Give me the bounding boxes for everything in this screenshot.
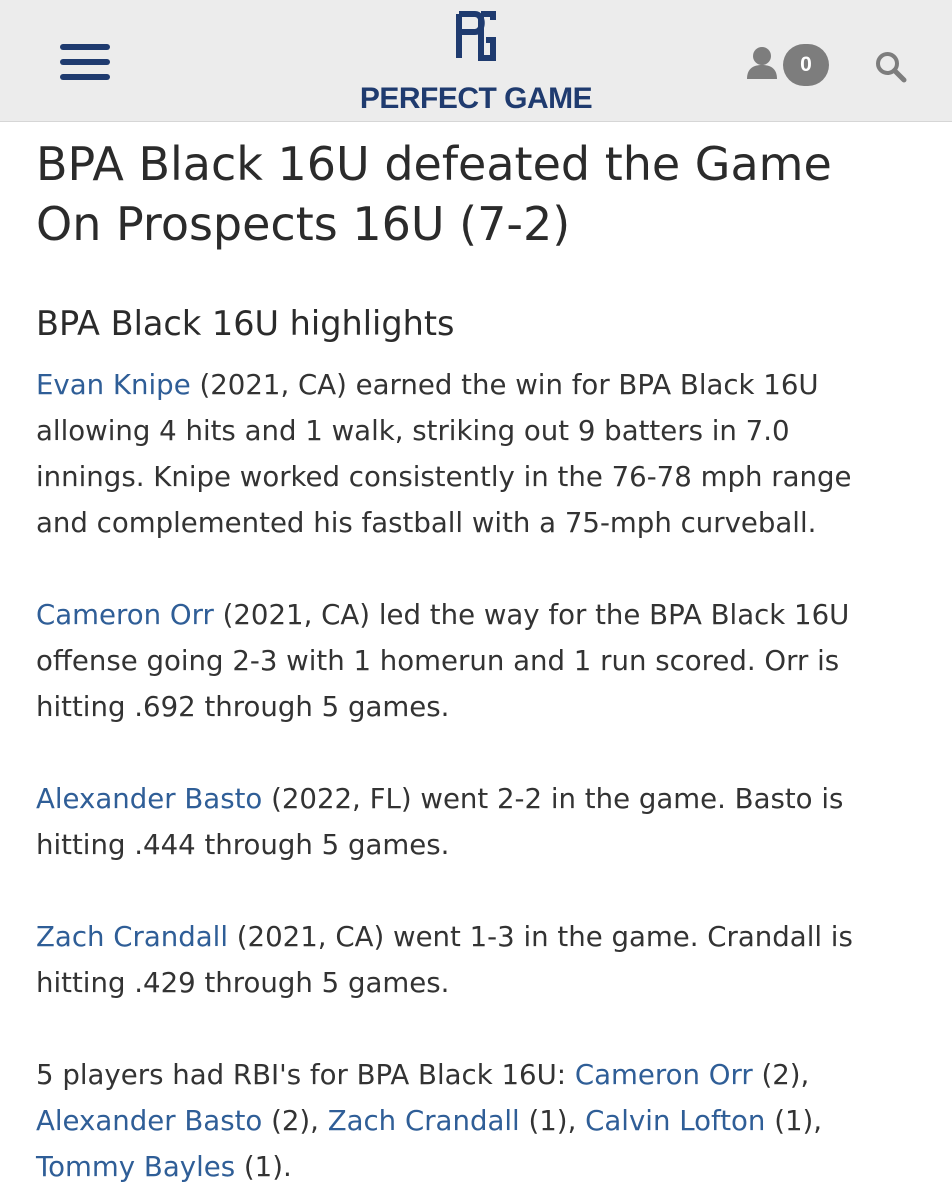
rbi-link-zach-crandall[interactable]: Zach Crandall [327,1104,520,1137]
paragraph-text: (2021, CA) went 1-3 in the game. Crandall is [228,920,853,953]
player-link-zach-crandall[interactable]: Zach Crandall [36,920,229,953]
player-link-evan-knipe[interactable]: Evan Knipe [36,368,191,401]
site-header [0,0,952,122]
logo-text: PERFECT GAME [359,82,593,115]
paragraph-text: hitting .692 through 5 games. [36,690,450,723]
paragraph-text: and complemented his fastball with a 75-mph curveball. [36,506,817,539]
paragraph-text: 5 players had RBI's for BPA Black 16U: [36,1058,575,1091]
rbi-link-cameron-orr[interactable]: Cameron Orr [574,1058,753,1091]
rbi-link-tommy-bayles[interactable]: Tommy Bayles [36,1150,236,1183]
page-title [36,134,936,254]
rbi-count: (2), [262,1104,328,1137]
rbi-count: (1), [765,1104,823,1137]
perfect-game-logo[interactable] [352,10,600,116]
menu-bar [60,74,110,80]
paragraph-text: (2022, FL) went 2-2 in the game. Basto is [262,782,844,815]
title-line: BPA Black 16U defeated the Game [36,137,832,191]
player-paragraph-knipe [36,362,936,546]
section-heading: BPA Black 16U highlights [36,304,455,343]
menu-bar [60,59,110,65]
paragraph-text: (2021, CA) earned the win for BPA Black 16U [190,368,819,401]
cart-count-badge[interactable]: 0 [783,44,829,86]
rbi-link-alexander-basto[interactable]: Alexander Basto [36,1104,263,1137]
paragraph-text: hitting .429 through 5 games. [36,966,450,999]
player-paragraph-crandall [36,914,936,1006]
rbi-paragraph [36,1052,936,1190]
rbi-link-calvin-lofton[interactable]: Calvin Lofton [585,1104,766,1137]
player-link-cameron-orr[interactable]: Cameron Orr [36,598,214,631]
rbi-count: (2), [752,1058,810,1091]
player-paragraph-basto [36,776,936,868]
title-line: On Prospects 16U (7-2) [36,197,571,251]
player-link-alexander-basto[interactable]: Alexander Basto [36,782,263,815]
paragraph-text: offense going 2-3 with 1 homerun and 1 run scored. Orr is [36,644,840,677]
paragraph-text: (2021, CA) led the way for the BPA Black 16U [213,598,850,631]
paragraph-text: allowing 4 hits and 1 walk, striking out 9 batters in 7.0 [36,414,790,447]
player-paragraph-orr [36,592,936,730]
user-icon[interactable] [746,46,778,80]
rbi-count: (1), [519,1104,586,1137]
pg-logo-icon [453,10,499,62]
rbi-count: (1). [235,1150,292,1183]
menu-icon[interactable] [60,44,110,80]
search-icon[interactable] [875,51,907,83]
paragraph-text: hitting .444 through 5 games. [36,828,450,861]
paragraph-text: innings. Knipe worked consistently in the 76-78 mph range [36,460,852,493]
menu-bar [60,44,110,50]
article [36,134,936,1190]
